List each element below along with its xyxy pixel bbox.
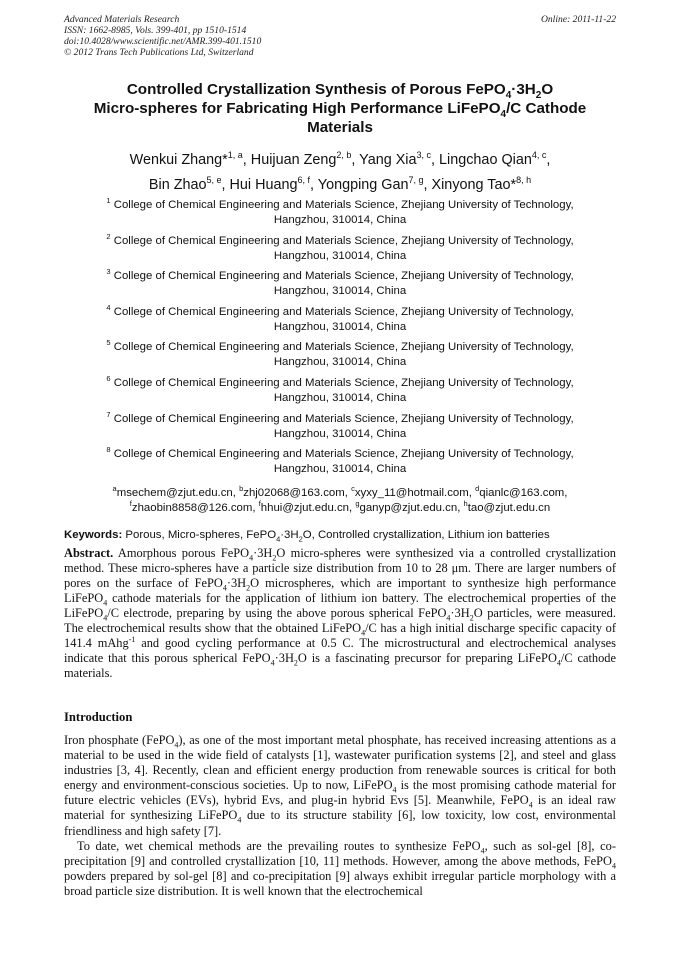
email-link[interactable]: hhui@zjut.edu.cn, <box>260 502 356 514</box>
journal-info <box>64 14 616 58</box>
journal-header <box>64 14 616 58</box>
author-name: Lingchao Qian <box>439 152 532 168</box>
email-link[interactable]: zhj02068@163.com, <box>243 487 352 499</box>
affiliation-7: $^7$ College of Chemical Engineering and Materials Science, Zhejiang University of Technology, Hangzhou, 310014, China <box>106 409 574 440</box>
intro-paragraph-1: Iron phosphate (FePO$_4$), as one of the most important metal phosphate, has received increasing attentions as a material to be used in the wide field of catalysts [1], wastewater purification systems [2], and steel and glass industries [3, 4]. Recently, clean and efficient energy production from renewable sources is critical for both energy and environment-conscious societies. Up to now, LiFePO$_4$ is the most promising cathode material for future electric vehicles (EVs), hybrid Evs, and plug-in hybrid Evs [5]. Meanwhile, FePO$_4$ is an ideal raw material for synthesizing LiFePO$_4$ due to its structure stability [6], low toxicity, low cost, environmental friendliness and high safety [7]. <box>64 733 616 838</box>
title-line-2: Micro-spheres for Fabricating High Performance LiFePO$_4$/C Cathode <box>93 100 587 121</box>
author-name: Hui Huang <box>229 177 298 193</box>
affiliation-4: $^4$ College of Chemical Engineering and Materials Science, Zhejiang University of Technology, Hangzhou, 310014, China <box>106 302 574 333</box>
author-name: Huijuan Zeng <box>250 152 337 168</box>
affiliation-2: $^2$ College of Chemical Engineering and Materials Science, Zhejiang University of Technology, Hangzhou, 310014, China <box>106 231 574 262</box>
email-link[interactable]: zhaobin8858@126.com, <box>131 502 259 514</box>
keywords-label: Keywords: <box>64 529 123 541</box>
author-name: Wenkui Zhang* <box>129 152 228 168</box>
copyright-line: © 2012 Trans Tech Publications Ltd, Switzerland <box>64 47 254 58</box>
author-name: Yang Xia <box>359 152 417 168</box>
author-list <box>64 148 616 198</box>
introduction-heading: Introduction <box>64 710 133 724</box>
issn-line: ISSN: 1662-8985, Vols. 399-401, pp 1510-1514 <box>64 25 247 36</box>
author-name: Xinyong Tao* <box>431 177 517 193</box>
journal-name: Advanced Materials Research <box>64 14 180 25</box>
email-line-2: $^f$zhaobin8858@126.com, $^f$hhui@zjut.edu.cn, $^g$ganyp@zjut.edu.cn, $^h$tao@zjut.edu.cn <box>129 499 551 514</box>
title-line-1: Controlled Crystallization Synthesis of Porous $FePO_4\cdot 3H_2O$ <box>126 81 554 102</box>
abstract-paragraph: Abstract. Amorphous porous $FePO_4\cdot 3H_2O$ micro-spheres were synthesized via a controlled crystallization method. These micro-spheres have a particle size distribution from 10 to 28 μm. There are larger numbers of pores on the surface of $FePO_4\cdot 3H_2O$ microspheres, which are important to synthesize high performance LiFePO$_4$ cathode materials for the application of lithium ion battery. The electrochemical properties of the LiFePO$_4$/C electrode, preparing by using the above porous spherical $FePO_4\cdot 3H_2O$ particles, were measured. The electrochemical results show that the obtained LiFePO$_4$/C has a high initial discharge specific capacity of 141.4 mAhg$^{-1}$ and good cycling performance at 0.5 C. The microstructural and electrochemical analyses indicate that this porous spherical $FePO_4\cdot 3H_2O$ is a fascinating precursor for preparing LiFePO$_4$/C cathode materials. <box>64 546 616 680</box>
affiliation-3: $^3$ College of Chemical Engineering and Materials Science, Zhejiang University of Technology, Hangzhou, 310014, China <box>106 267 574 298</box>
online-date: Online: 2011-11-22 <box>540 14 616 25</box>
author-name: Bin Zhao <box>148 177 207 193</box>
email-link[interactable]: tao@zjut.edu.cn <box>467 502 551 514</box>
affiliation-1: $^1$ College of Chemical Engineering and Materials Science, Zhejiang University of Technology, Hangzhou, 310014, China <box>106 196 574 226</box>
affiliation-5: $^5$ College of Chemical Engineering and Materials Science, Zhejiang University of Technology, Hangzhou, 310014, China <box>106 338 574 369</box>
title-line-3: Materials <box>307 119 373 136</box>
introduction-body <box>64 733 616 899</box>
email-list <box>64 486 616 516</box>
paper-title <box>64 80 616 137</box>
abstract-label: Abstract. <box>64 546 114 560</box>
intro-paragraph-2: To date, wet chemical methods are the prevailing routes to synthesize FePO$_4$, such as sol-gel [8], co-precipitation [9] and controlled crystallization [10, 11] methods. However, among the above methods, FePO$_4$ powders prepared by sol-gel [8] and co-precipitation [9] always exhibit irregular particle morphology with a broad particle size distribution. It is well known that the electrochemical <box>64 838 616 898</box>
author-name: Yongping Gan <box>317 177 409 193</box>
keywords-line: Keywords: Porous, Micro-spheres, $FePO_4\cdot 3H_2O$, Controlled crystallization, Lithium ion batteries <box>64 529 550 544</box>
author-line-2: Bin Zhao$^{5, e}$, Hui Huang$^{6, f}$, Yongping Gan$^{7, g}$, Xinyong Tao*$^{8, h}$ <box>148 175 532 193</box>
affiliation-6: $^6$ College of Chemical Engineering and Materials Science, Zhejiang University of Technology, Hangzhou, 310014, China <box>106 374 574 404</box>
email-link[interactable]: xyxy_11@hotmail.com, <box>354 487 476 499</box>
email-link[interactable]: qianlc@163.com, <box>479 487 568 499</box>
doi-line: doi:10.4028/www.scientific.net/AMR.399-401.1510 <box>64 36 262 47</box>
email-link[interactable]: msechem@zjut.edu.cn, <box>116 487 240 499</box>
affiliation-8: $^8$ College of Chemical Engineering and Materials Science, Zhejiang University of Technology, Hangzhou, 310014, China <box>106 445 574 476</box>
affiliation-list <box>64 198 616 483</box>
email-link[interactable]: ganyp@zjut.edu.cn, <box>359 502 464 514</box>
author-line-1: Wenkui Zhang*$^{1, a}$, Huijuan Zeng$^{2, b}$, Yang Xia$^{3, c}$, Lingchao Qian$^{4, c}$, <box>129 150 551 168</box>
email-line-1: $^a$msechem@zjut.edu.cn, $^b$zhj02068@163.com, $^c$xyxy_11@hotmail.com, $^d$qianlc@163.com, <box>112 484 568 499</box>
